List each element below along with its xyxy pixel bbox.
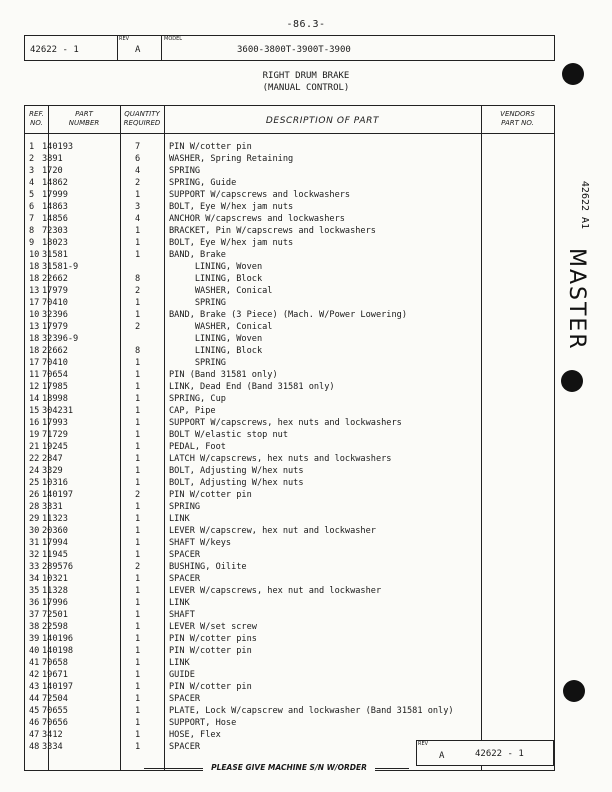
ref-cell: 26 <box>29 490 40 500</box>
ref-cell: 5 <box>29 190 35 200</box>
header-model-tag: MODEL <box>164 36 183 42</box>
ref-cell: 44 <box>29 694 40 704</box>
part-number-cell: 14856 <box>42 214 68 224</box>
binder-hole-top <box>562 63 584 85</box>
header-box <box>24 35 555 61</box>
description-cell: SPACER <box>169 574 201 584</box>
table-row <box>25 513 554 525</box>
ref-cell: 45 <box>29 706 40 716</box>
part-number-cell: 140198 <box>42 646 74 656</box>
table-row <box>25 561 554 573</box>
quantity-cell: 2 <box>135 322 141 332</box>
ref-cell: 40 <box>29 646 40 656</box>
ref-cell: 16 <box>29 418 40 428</box>
part-number-cell: 140197 <box>42 490 74 500</box>
ref-cell: 18 <box>29 274 40 284</box>
ref-cell: 37 <box>29 610 40 620</box>
part-number-cell: 32396-9 <box>42 334 79 344</box>
description-cell: SPRING <box>169 358 226 368</box>
ref-cell: 22 <box>29 454 40 464</box>
ref-cell: 36 <box>29 598 40 608</box>
description-cell: LEVER W/capscrew, hex nut and lockwasher <box>169 526 376 536</box>
table-row <box>25 333 554 345</box>
table-row <box>25 705 554 717</box>
part-number-cell: 14863 <box>42 202 68 212</box>
description-cell: BOLT, Adjusting W/hex nuts <box>169 478 304 488</box>
part-number-cell: 72501 <box>42 610 68 620</box>
table-row <box>25 261 554 273</box>
parts-list <box>25 141 554 753</box>
quantity-cell: 1 <box>135 610 141 620</box>
description-cell: SUPPORT, Hose <box>169 718 237 728</box>
table-row <box>25 693 554 705</box>
col-header-vendor: VENDORS PART NO. <box>500 110 535 127</box>
footer-rev-tag: REV <box>418 741 429 747</box>
description-cell: SPACER <box>169 742 201 752</box>
part-number-cell: 3891 <box>42 154 63 164</box>
ref-cell: 41 <box>29 658 40 668</box>
ref-cell: 35 <box>29 586 40 596</box>
description-cell: GUIDE <box>169 670 195 680</box>
table-row <box>25 429 554 441</box>
header-model-value: 3600-3800T-3900T-3900 <box>237 45 351 55</box>
part-number-cell: 304231 <box>42 406 74 416</box>
part-number-cell: 10321 <box>42 574 68 584</box>
description-cell: SPRING <box>169 298 226 308</box>
table-row <box>25 153 554 165</box>
quantity-cell: 4 <box>135 214 141 224</box>
table-row <box>25 489 554 501</box>
table-row <box>25 453 554 465</box>
description-cell: LATCH W/capscrews, hex nuts and lockwashers <box>169 454 392 464</box>
part-number-cell: 17979 <box>42 322 68 332</box>
description-cell: PIN W/cotter pin <box>169 646 252 656</box>
part-number-cell: 11328 <box>42 586 68 596</box>
description-cell: BUSHING, Oilite <box>169 562 247 572</box>
table-row <box>25 369 554 381</box>
table-row <box>25 345 554 357</box>
part-number-cell: 3329 <box>42 466 63 476</box>
description-cell: SUPPORT W/capscrews and lockwashers <box>169 190 351 200</box>
description-cell: SHAFT <box>169 610 195 620</box>
part-number-cell: 11945 <box>42 550 68 560</box>
table-row <box>25 525 554 537</box>
part-number-cell: 22662 <box>42 346 68 356</box>
table-row <box>25 189 554 201</box>
quantity-cell: 1 <box>135 430 141 440</box>
description-cell: LINK <box>169 658 190 668</box>
table-row <box>25 585 554 597</box>
margin-stamp: MASTER <box>564 248 589 351</box>
ref-cell: 19 <box>29 430 40 440</box>
part-number-cell: 18023 <box>42 238 68 248</box>
ref-cell: 18 <box>29 346 40 356</box>
description-cell: LEVER W/capscrews, hex nut and lockwasher <box>169 586 382 596</box>
ref-cell: 25 <box>29 478 40 488</box>
part-number-cell: 70654 <box>42 370 68 380</box>
table-row <box>25 393 554 405</box>
table-row <box>25 381 554 393</box>
quantity-cell: 1 <box>135 370 141 380</box>
part-number-cell: 71729 <box>42 430 68 440</box>
table-row <box>25 681 554 693</box>
table-row <box>25 225 554 237</box>
title-line-1: RIGHT DRUM BRAKE <box>262 71 350 81</box>
quantity-cell: 1 <box>135 526 141 536</box>
table-row <box>25 285 554 297</box>
table-row <box>25 717 554 729</box>
ref-cell: 29 <box>29 514 40 524</box>
quantity-cell: 1 <box>135 502 141 512</box>
part-number-cell: 20360 <box>42 526 68 536</box>
part-number-cell: 140193 <box>42 142 74 152</box>
table-row <box>25 249 554 261</box>
table-row <box>25 321 554 333</box>
quantity-cell: 8 <box>135 346 141 356</box>
ref-cell: 33 <box>29 562 40 572</box>
description-cell: BRACKET, Pin W/capscrews and lockwashers <box>169 226 376 236</box>
header-part-cell <box>25 36 118 60</box>
table-row <box>25 201 554 213</box>
part-number-cell: 289576 <box>42 562 74 572</box>
ref-cell: 46 <box>29 718 40 728</box>
header-rev-cell <box>117 36 162 60</box>
ref-cell: 39 <box>29 634 40 644</box>
header-part-number: 42622 - 1 <box>30 45 79 55</box>
quantity-cell: 1 <box>135 706 141 716</box>
table-row <box>25 501 554 513</box>
quantity-cell: 1 <box>135 742 141 752</box>
col-header-ref: REF. NO. <box>29 110 44 127</box>
quantity-cell: 1 <box>135 358 141 368</box>
parts-table <box>24 105 555 771</box>
table-row <box>25 405 554 417</box>
quantity-cell: 8 <box>135 274 141 284</box>
part-number-cell: 72303 <box>42 226 68 236</box>
quantity-cell: 1 <box>135 190 141 200</box>
description-cell: PIN W/cotter pin <box>169 682 252 692</box>
description-cell: LINING, Woven <box>169 262 263 272</box>
quantity-cell: 1 <box>135 394 141 404</box>
ref-cell: 8 <box>29 226 35 236</box>
quantity-cell: 1 <box>135 250 141 260</box>
part-number-cell: 31581 <box>42 250 68 260</box>
part-number-cell: 140197 <box>42 682 74 692</box>
description-cell: LINING, Block <box>169 346 263 356</box>
part-number-cell: 19671 <box>42 670 68 680</box>
part-number-cell: 17999 <box>42 190 68 200</box>
quantity-cell: 1 <box>135 550 141 560</box>
ref-cell: 9 <box>29 238 35 248</box>
table-row <box>25 597 554 609</box>
binder-hole-middle <box>561 370 583 392</box>
quantity-cell: 1 <box>135 418 141 428</box>
description-cell: SPRING, Guide <box>169 178 237 188</box>
table-row <box>25 657 554 669</box>
quantity-cell: 1 <box>135 382 141 392</box>
table-row <box>25 477 554 489</box>
description-cell: SPRING <box>169 166 201 176</box>
header-divider <box>25 133 554 134</box>
ref-cell: 43 <box>29 682 40 692</box>
quantity-cell: 3 <box>135 202 141 212</box>
ref-cell: 48 <box>29 742 40 752</box>
part-number-cell: 17996 <box>42 598 68 608</box>
table-row <box>25 213 554 225</box>
description-cell: LINK <box>169 598 190 608</box>
description-cell: PIN W/cotter pin <box>169 142 252 152</box>
quantity-cell: 1 <box>135 454 141 464</box>
header-rev-value: A <box>135 45 141 55</box>
ref-cell: 32 <box>29 550 40 560</box>
quantity-cell: 2 <box>135 286 141 296</box>
part-number-cell: 3412 <box>42 730 63 740</box>
quantity-cell: 1 <box>135 226 141 236</box>
part-number-cell: 3331 <box>42 502 63 512</box>
footer-rev-value: A <box>439 751 445 761</box>
description-cell: ANCHOR W/capscrews and lockwashers <box>169 214 345 224</box>
ref-cell: 42 <box>29 670 40 680</box>
ref-cell: 28 <box>29 502 40 512</box>
table-row <box>25 669 554 681</box>
quantity-cell: 7 <box>135 142 141 152</box>
description-cell: BAND, Brake (3 Piece) (Mach. W/Power Lowering) <box>169 310 407 320</box>
footer-part-box <box>462 740 554 766</box>
description-cell: BOLT, Eye W/hex jam nuts <box>169 238 294 248</box>
description-cell: PEDAL, Foot <box>169 442 226 452</box>
ref-cell: 12 <box>29 382 40 392</box>
quantity-cell: 2 <box>135 178 141 188</box>
part-number-cell: 14862 <box>42 178 68 188</box>
part-number-cell: 140196 <box>42 634 74 644</box>
quantity-cell: 1 <box>135 466 141 476</box>
ref-cell: 6 <box>29 202 35 212</box>
ref-cell: 13 <box>29 322 40 332</box>
quantity-cell: 1 <box>135 622 141 632</box>
ref-cell: 21 <box>29 442 40 452</box>
quantity-cell: 1 <box>135 478 141 488</box>
quantity-cell: 1 <box>135 658 141 668</box>
ref-cell: 2 <box>29 154 35 164</box>
part-number-cell: 70656 <box>42 718 68 728</box>
table-row <box>25 441 554 453</box>
quantity-cell: 1 <box>135 310 141 320</box>
description-cell: LEVER W/set screw <box>169 622 257 632</box>
description-cell: PIN W/cotter pin <box>169 490 252 500</box>
description-cell: LINK <box>169 514 190 524</box>
quantity-cell: 1 <box>135 538 141 548</box>
quantity-cell: 1 <box>135 646 141 656</box>
ref-cell: 30 <box>29 526 40 536</box>
table-row <box>25 537 554 549</box>
ref-cell: 38 <box>29 622 40 632</box>
part-number-cell: 17985 <box>42 382 68 392</box>
part-number-cell: 10316 <box>42 478 68 488</box>
description-cell: WASHER, Conical <box>169 286 273 296</box>
quantity-cell: 1 <box>135 514 141 524</box>
ref-cell: 4 <box>29 178 35 188</box>
part-number-cell: 70658 <box>42 658 68 668</box>
part-number-cell: 70410 <box>42 298 68 308</box>
footer-note: PLEASE GIVE MACHINE S/N W/ORDER <box>203 763 375 772</box>
quantity-cell: 1 <box>135 730 141 740</box>
description-cell: PLATE, Lock W/capscrew and lockwasher (Band 31581 only) <box>169 706 454 716</box>
table-row <box>25 357 554 369</box>
description-cell: WASHER, Conical <box>169 322 273 332</box>
description-cell: SPACER <box>169 694 201 704</box>
description-cell: HOSE, Flex <box>169 730 221 740</box>
table-row <box>25 309 554 321</box>
quantity-cell: 1 <box>135 586 141 596</box>
ref-cell: 13 <box>29 286 40 296</box>
description-cell: CAP, Pipe <box>169 406 216 416</box>
part-number-cell: 70410 <box>42 358 68 368</box>
footer-rev-box <box>416 740 464 766</box>
description-cell: BAND, Brake <box>169 250 226 260</box>
part-number-cell: 72504 <box>42 694 68 704</box>
description-cell: SHAFT W/keys <box>169 538 232 548</box>
part-number-cell: 19245 <box>42 442 68 452</box>
quantity-cell: 1 <box>135 670 141 680</box>
ref-cell: 1 <box>29 142 35 152</box>
col-header-part: PART NUMBER <box>68 110 100 127</box>
ref-cell: 7 <box>29 214 35 224</box>
description-cell: PIN W/cotter pins <box>169 634 257 644</box>
description-cell: SUPPORT W/capscrews, hex nuts and lockwashers <box>169 418 402 428</box>
quantity-cell: 2 <box>135 562 141 572</box>
part-number-cell: 17993 <box>42 418 68 428</box>
part-number-cell: 31581-9 <box>42 262 79 272</box>
description-cell: SPRING, Cup <box>169 394 226 404</box>
ref-cell: 14 <box>29 394 40 404</box>
description-cell: BOLT, Eye W/hex jam nuts <box>169 202 294 212</box>
col-header-description: DESCRIPTION OF PART <box>265 116 380 126</box>
table-row <box>25 609 554 621</box>
description-cell: LINING, Block <box>169 274 263 284</box>
quantity-cell: 6 <box>135 154 141 164</box>
description-cell: SPACER <box>169 550 201 560</box>
ref-cell: 10 <box>29 250 40 260</box>
description-cell: BOLT W/elastic stop nut <box>169 430 288 440</box>
ref-cell: 3 <box>29 166 35 176</box>
part-number-cell: 32396 <box>42 310 68 320</box>
ref-cell: 31 <box>29 538 40 548</box>
description-cell: BOLT, Adjusting W/hex nuts <box>169 466 304 476</box>
part-number-cell: 2847 <box>42 454 63 464</box>
binder-hole-bottom <box>563 680 585 702</box>
table-row <box>25 237 554 249</box>
part-number-cell: 17994 <box>42 538 68 548</box>
part-number-cell: 22662 <box>42 274 68 284</box>
table-row <box>25 549 554 561</box>
quantity-cell: 1 <box>135 238 141 248</box>
quantity-cell: 1 <box>135 298 141 308</box>
table-row <box>25 165 554 177</box>
quantity-cell: 1 <box>135 406 141 416</box>
description-cell: PIN (Band 31581 only) <box>169 370 278 380</box>
ref-cell: 24 <box>29 466 40 476</box>
quantity-cell: 1 <box>135 442 141 452</box>
table-row <box>25 645 554 657</box>
part-number-cell: 22598 <box>42 622 68 632</box>
part-number-cell: 11323 <box>42 514 68 524</box>
ref-cell: 15 <box>29 406 40 416</box>
table-row <box>25 633 554 645</box>
part-number-cell: 1720 <box>42 166 63 176</box>
page-number: -86.3- <box>286 19 326 30</box>
ref-cell: 34 <box>29 574 40 584</box>
table-row <box>25 465 554 477</box>
table-row <box>25 177 554 189</box>
quantity-cell: 1 <box>135 598 141 608</box>
quantity-cell: 1 <box>135 682 141 692</box>
ref-cell: 17 <box>29 298 40 308</box>
quantity-cell: 1 <box>135 574 141 584</box>
part-number-cell: 17979 <box>42 286 68 296</box>
table-row <box>25 297 554 309</box>
table-row <box>25 273 554 285</box>
quantity-cell: 4 <box>135 166 141 176</box>
table-row <box>25 621 554 633</box>
ref-cell: 47 <box>29 730 40 740</box>
ref-cell: 10 <box>29 310 40 320</box>
title-line-2: (MANUAL CONTROL) <box>262 83 350 93</box>
part-number-cell: 3334 <box>42 742 63 752</box>
part-number-cell: 18998 <box>42 394 68 404</box>
table-row <box>25 573 554 585</box>
ref-cell: 17 <box>29 358 40 368</box>
description-cell: SPRING <box>169 502 201 512</box>
quantity-cell: 1 <box>135 634 141 644</box>
part-number-cell: 70655 <box>42 706 68 716</box>
table-row <box>25 141 554 153</box>
table-row <box>25 417 554 429</box>
margin-code: 42622 A1 <box>579 180 590 230</box>
ref-cell: 18 <box>29 262 40 272</box>
description-cell: WASHER, Spring Retaining <box>169 154 294 164</box>
quantity-cell: 2 <box>135 490 141 500</box>
header-rev-tag: REV <box>119 36 130 42</box>
quantity-cell: 1 <box>135 718 141 728</box>
ref-cell: 18 <box>29 334 40 344</box>
footer-part-number: 42622 - 1 <box>475 749 524 759</box>
description-cell: LINING, Woven <box>169 334 263 344</box>
quantity-cell: 1 <box>135 694 141 704</box>
description-cell: LINK, Dead End (Band 31581 only) <box>169 382 335 392</box>
ref-cell: 11 <box>29 370 40 380</box>
col-header-qty: QUANTITY REQUIRED <box>123 110 161 127</box>
